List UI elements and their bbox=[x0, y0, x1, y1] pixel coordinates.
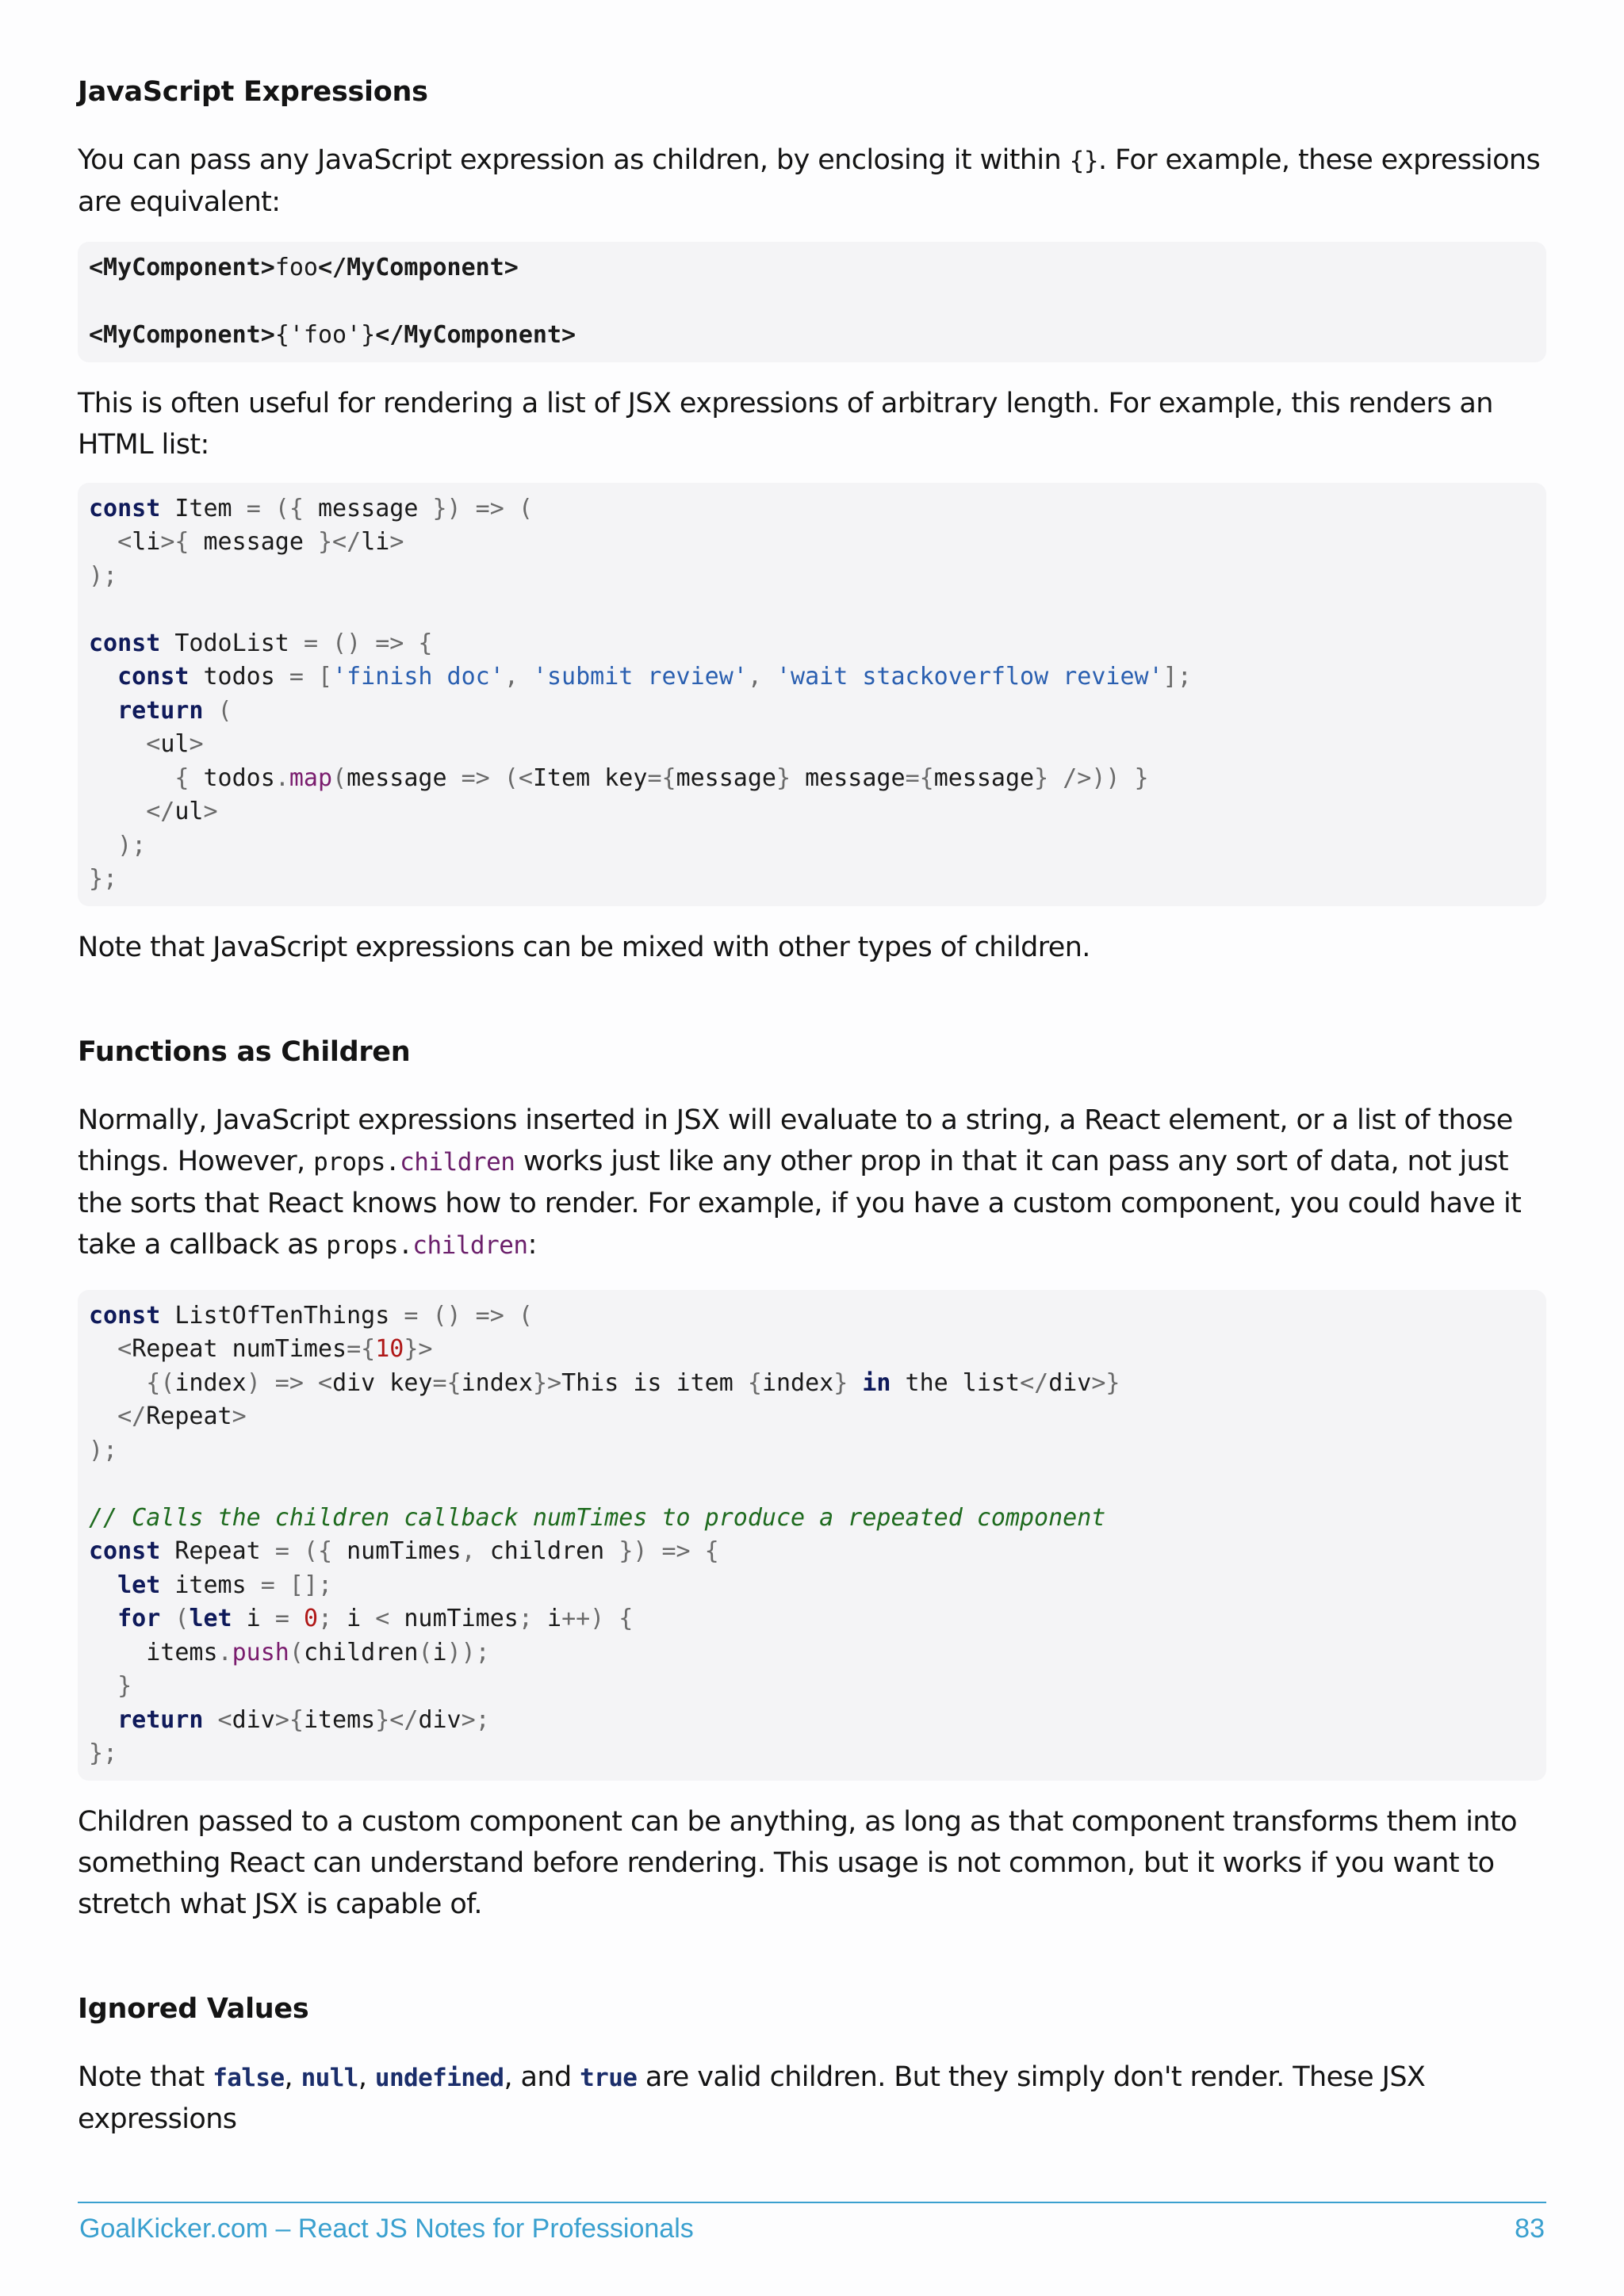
code-token: message bbox=[189, 528, 318, 556]
code-token: index bbox=[174, 1368, 247, 1397]
code-token: { bbox=[747, 1368, 762, 1397]
code-token: } bbox=[89, 1672, 132, 1700]
mixed-children-note: Note that JavaScript expressions can be mixed with other types of children. bbox=[78, 931, 1090, 963]
code-token: foo bbox=[274, 254, 318, 281]
code-token: => (< bbox=[461, 763, 533, 792]
code-token: </MyComponent> bbox=[318, 254, 519, 281]
heading-javascript-expressions: JavaScript Expressions bbox=[78, 76, 428, 108]
code-token: , bbox=[504, 663, 533, 691]
code-token: ={ bbox=[905, 763, 934, 792]
code-token: = ({ bbox=[274, 1537, 333, 1565]
code-token: message bbox=[347, 763, 462, 792]
code-token: { bbox=[89, 763, 190, 792]
code-token: children bbox=[303, 1638, 419, 1667]
code-line bbox=[89, 595, 103, 623]
code-token: ( bbox=[160, 1605, 190, 1632]
code-token: // Calls the children callback numTimes to produce a repeated component bbox=[89, 1503, 1106, 1532]
code-line bbox=[89, 1537, 719, 1565]
code-line bbox=[89, 1672, 132, 1700]
code-token: Repeat bbox=[146, 1402, 232, 1430]
code-token: }</ bbox=[375, 1705, 419, 1734]
code-token: = () => ( bbox=[404, 1301, 533, 1330]
code-token: i bbox=[432, 1638, 447, 1667]
code-token: items bbox=[303, 1705, 376, 1734]
code-token: {'foo'} bbox=[274, 321, 376, 349]
code-token: const bbox=[89, 1537, 161, 1565]
code-token: message bbox=[791, 763, 906, 792]
code-token: in bbox=[862, 1368, 891, 1397]
code-token: ( bbox=[203, 696, 232, 725]
code-token: i bbox=[547, 1605, 562, 1632]
code-token: ); bbox=[89, 831, 147, 859]
page-content bbox=[78, 73, 1546, 2140]
code-token: } />)) } bbox=[1034, 763, 1149, 792]
code-block-repeat-component bbox=[78, 1290, 1546, 1781]
code-token: the list bbox=[891, 1368, 1021, 1397]
code-token: ul bbox=[174, 798, 204, 825]
code-token: </ bbox=[1020, 1368, 1049, 1397]
code-line bbox=[89, 1605, 633, 1632]
code-token: 'finish doc' bbox=[332, 663, 504, 691]
code-token: = ({ bbox=[246, 494, 304, 522]
code-token: Item key bbox=[532, 763, 648, 792]
code-token: 10 bbox=[375, 1335, 404, 1363]
code-line bbox=[89, 832, 146, 859]
code-token: ; bbox=[518, 1605, 547, 1632]
code-token: ( bbox=[332, 763, 347, 792]
code-token: ++) { bbox=[561, 1605, 634, 1632]
code-token: div bbox=[1048, 1368, 1092, 1397]
code-token: = [ bbox=[289, 663, 333, 691]
code-block-todo-list bbox=[78, 483, 1546, 906]
code-token: numTimes bbox=[404, 1605, 519, 1632]
page-number: 83 bbox=[1515, 2214, 1545, 2244]
code-token: items bbox=[160, 1571, 261, 1599]
code-token: i bbox=[347, 1605, 376, 1632]
code-token: = bbox=[274, 1605, 304, 1632]
code-line bbox=[89, 629, 433, 657]
code-token: }) => ( bbox=[432, 494, 533, 522]
code-line bbox=[89, 1402, 247, 1430]
code-line bbox=[89, 697, 232, 725]
code-token: < bbox=[375, 1605, 404, 1632]
code-line bbox=[89, 1302, 533, 1330]
code-token: todos bbox=[189, 763, 275, 792]
code-token: children bbox=[475, 1537, 619, 1565]
code-token: }; bbox=[89, 1739, 118, 1767]
code-token: > bbox=[232, 1402, 247, 1430]
code-token: ); bbox=[89, 1436, 118, 1464]
code-token: = []; bbox=[260, 1571, 333, 1599]
code-token: div key bbox=[332, 1368, 433, 1397]
code-token: . bbox=[274, 763, 289, 792]
code-token: </ bbox=[89, 1402, 147, 1430]
code-line bbox=[89, 528, 404, 556]
code-token: = () => { bbox=[303, 629, 433, 657]
code-token: i bbox=[232, 1605, 275, 1632]
footer-divider bbox=[78, 2202, 1546, 2203]
code-token: <MyComponent> bbox=[89, 321, 275, 349]
code-token: }> bbox=[532, 1368, 562, 1397]
code-token: message bbox=[933, 763, 1035, 792]
code-token: div bbox=[232, 1705, 275, 1734]
code-line bbox=[89, 1706, 490, 1734]
code-token: > bbox=[389, 528, 404, 556]
code-token: }; bbox=[89, 865, 118, 893]
code-token: ={ bbox=[647, 763, 676, 792]
code-line bbox=[89, 1571, 332, 1599]
code-token: </MyComponent> bbox=[375, 321, 576, 349]
code-line bbox=[89, 1437, 117, 1464]
heading-ignored-values: Ignored Values bbox=[78, 1992, 309, 2025]
code-token: < bbox=[89, 528, 132, 556]
code-block-equivalent-expressions bbox=[78, 242, 1546, 362]
code-token: div bbox=[418, 1705, 462, 1734]
js-expressions-intro: You can pass any JavaScript expression as children, by enclosing it within {}. For example, these expressions are equivalent: bbox=[78, 144, 1541, 218]
custom-component-children-paragraph: Children passed to a custom component can be anything, as long as that component transforms them into something React can understand before rendering. This usage is not common, but it works if you want to stretch what JSX is capable of. bbox=[78, 1805, 1517, 1920]
code-token: const bbox=[89, 663, 190, 691]
code-token: < bbox=[89, 730, 161, 758]
code-token: li bbox=[361, 528, 390, 556]
code-token: }) => { bbox=[619, 1537, 719, 1565]
code-line bbox=[89, 254, 519, 281]
code-token: index bbox=[461, 1368, 533, 1397]
code-token: >} bbox=[1091, 1368, 1120, 1397]
code-line bbox=[89, 562, 117, 590]
code-token: , bbox=[461, 1537, 476, 1565]
code-token: This is item bbox=[561, 1368, 748, 1397]
code-token: items bbox=[89, 1638, 218, 1667]
code-line bbox=[89, 663, 1192, 691]
code-token: >{ bbox=[160, 528, 190, 556]
code-token: < bbox=[203, 1705, 232, 1734]
code-token: 'wait stackoverflow review' bbox=[776, 663, 1163, 691]
code-line bbox=[89, 865, 117, 893]
code-token: ul bbox=[160, 730, 190, 758]
code-line bbox=[89, 321, 576, 349]
code-token: message bbox=[303, 494, 433, 522]
code-token: const bbox=[89, 629, 161, 657]
code-token: } bbox=[776, 763, 791, 792]
code-line bbox=[89, 1639, 490, 1667]
code-token: }> bbox=[404, 1335, 433, 1363]
code-token: <MyComponent> bbox=[89, 254, 275, 281]
list-rendering-intro: This is often useful for rendering a list of JSX expressions of arbitrary length. For example, this renders an HTML list: bbox=[78, 387, 1493, 461]
code-token: ={ bbox=[432, 1368, 462, 1397]
code-token: ={ bbox=[347, 1335, 376, 1363]
code-token: > bbox=[189, 730, 204, 758]
code-line bbox=[89, 730, 204, 758]
code-token: . bbox=[217, 1638, 232, 1667]
code-token: ( bbox=[289, 1638, 304, 1667]
code-token: const bbox=[89, 1301, 161, 1330]
code-token: let bbox=[89, 1571, 161, 1599]
code-line bbox=[89, 764, 1149, 792]
code-token: map bbox=[289, 763, 333, 792]
code-token: > bbox=[203, 798, 218, 825]
code-token: return bbox=[89, 696, 204, 725]
ignored-values-paragraph: Note that false, null, undefined, and true are valid children. But they simply don't render. These JSX expressions bbox=[78, 2061, 1426, 2135]
code-line bbox=[89, 1335, 433, 1363]
code-token: let bbox=[189, 1605, 232, 1632]
code-token: return bbox=[89, 1705, 204, 1734]
code-token: >{ bbox=[274, 1705, 304, 1734]
code-line bbox=[89, 495, 533, 522]
code-token: } bbox=[833, 1368, 863, 1397]
footer-source: GoalKicker.com – React JS Notes for Professionals bbox=[79, 2214, 694, 2244]
code-token: {( bbox=[89, 1368, 175, 1397]
code-token: index bbox=[761, 1368, 834, 1397]
code-token: 'submit review' bbox=[532, 663, 748, 691]
code-token: ); bbox=[89, 561, 118, 590]
code-token: ; bbox=[318, 1605, 347, 1632]
code-token: todos bbox=[189, 663, 289, 691]
code-token: push bbox=[232, 1638, 289, 1667]
code-line bbox=[89, 1470, 103, 1498]
code-token: ListOfTenThings bbox=[160, 1301, 404, 1330]
code-token: </ bbox=[89, 798, 175, 825]
code-token: }</ bbox=[318, 528, 362, 556]
heading-functions-as-children: Functions as Children bbox=[78, 1035, 411, 1068]
code-token: )); bbox=[446, 1638, 490, 1667]
code-token: < bbox=[89, 1335, 132, 1363]
code-line bbox=[89, 1739, 117, 1767]
code-token: numTimes bbox=[332, 1537, 462, 1565]
code-token: 0 bbox=[303, 1605, 318, 1632]
code-token: >; bbox=[461, 1705, 490, 1734]
code-line bbox=[89, 1504, 1105, 1532]
code-token: Repeat numTimes bbox=[132, 1335, 347, 1363]
code-token: TodoList bbox=[160, 629, 304, 657]
code-line bbox=[89, 798, 218, 825]
code-token: , bbox=[747, 663, 776, 691]
code-token: const bbox=[89, 494, 161, 522]
code-line bbox=[89, 288, 103, 316]
code-line bbox=[89, 1369, 1120, 1397]
code-token: for bbox=[89, 1605, 161, 1632]
code-token: Item bbox=[160, 494, 247, 522]
code-token: Repeat bbox=[160, 1537, 275, 1565]
code-token: li bbox=[132, 528, 161, 556]
code-token: ) => < bbox=[246, 1368, 333, 1397]
code-token: ( bbox=[418, 1638, 433, 1667]
functions-as-children-paragraph: Normally, JavaScript expressions inserted in JSX will evaluate to a string, a React element, or a list of those things. However, props.children works just like any other prop in that it can pass any sort of data, not just the sorts that React knows how to render. For example, if you have a custom component, you could have it take a callback as props.children: bbox=[78, 1104, 1522, 1261]
code-token: message bbox=[676, 763, 776, 792]
code-token: ]; bbox=[1162, 663, 1192, 691]
